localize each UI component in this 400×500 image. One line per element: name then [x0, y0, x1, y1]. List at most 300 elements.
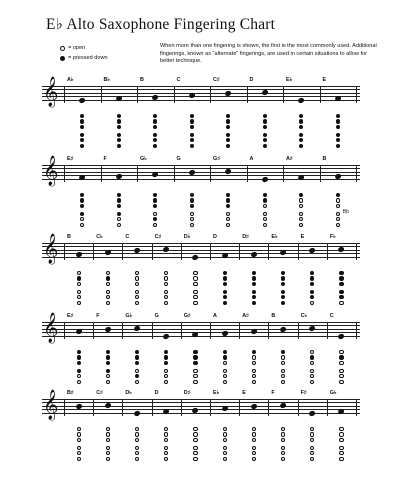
fingering-diagram: [77, 271, 81, 305]
open-key-icon: [339, 301, 343, 305]
note-name-label: G♭: [140, 156, 147, 162]
pressed-key-icon: [281, 282, 285, 286]
note-name-label: C: [125, 234, 130, 240]
pressed-key-icon: [117, 193, 121, 197]
open-key-icon: [106, 457, 110, 461]
staff-line: [42, 175, 360, 176]
side-key-label: Bb: [342, 209, 349, 215]
pressed-key-icon: [252, 301, 256, 305]
open-key-icon: [135, 271, 139, 275]
pressed-key-icon: [190, 119, 194, 123]
open-key-icon: [135, 451, 139, 455]
open-key-icon: [135, 369, 139, 373]
chart-section: [42, 390, 360, 477]
staff-line: [42, 165, 360, 166]
open-key-icon: [193, 301, 197, 305]
intro-text: When more than one fingering is shown, the first is the most commonly used. Additional fingerings, known as "alternate" fingerings, are used in certain situations to allow for better technique.: [160, 43, 377, 65]
pressed-key-icon: [281, 295, 285, 299]
barline: [239, 243, 240, 260]
pressed-key-icon: [80, 138, 84, 142]
pressed-key-icon: [299, 125, 303, 129]
pressed-key-icon: [310, 290, 314, 294]
note-name-label: F♯: [300, 390, 307, 396]
note-name-label: E♯: [67, 156, 74, 162]
open-key-icon: [164, 290, 168, 294]
page-title: E♭ Alto Saxophone Fingering Chart: [46, 16, 276, 33]
pressed-key-icon: [80, 204, 84, 208]
pressed-key-icon: [193, 355, 197, 359]
fingering-diagram: [252, 350, 256, 384]
barline: [327, 322, 328, 339]
open-key-icon: [77, 282, 81, 286]
pressed-key-icon: [117, 119, 121, 123]
fingering-diagram: [263, 114, 267, 148]
pressed-key-icon: [310, 282, 314, 286]
open-key-icon: [339, 451, 343, 455]
treble-clef-icon: 𝄞: [43, 313, 59, 343]
fingering-diagram: [226, 114, 230, 148]
pressed-key-icon: [193, 350, 197, 354]
pressed-key-icon: [226, 204, 230, 208]
open-key-icon: [339, 369, 343, 373]
pressed-key-icon: [117, 212, 121, 216]
pressed-key-icon: [339, 282, 343, 286]
open-key-icon: [164, 438, 168, 442]
note-name-label: D♭: [125, 390, 132, 396]
pressed-key-icon: [153, 193, 157, 197]
open-key-icon: [310, 380, 314, 384]
staff-line: [42, 100, 360, 101]
open-key-icon: [339, 446, 343, 450]
pressed-key-icon: [77, 369, 81, 373]
fingering-diagram: [226, 193, 230, 227]
pressed-key-icon: [226, 198, 230, 202]
open-key-icon: [80, 217, 84, 221]
staff: [42, 234, 360, 271]
open-key-icon: [252, 446, 256, 450]
fingering-diagram: [164, 350, 168, 384]
pressed-key-icon: [190, 204, 194, 208]
pressed-key-icon: [226, 193, 230, 197]
open-key-icon: [339, 432, 343, 436]
note-name-label: F♭: [329, 234, 336, 240]
pressed-key-icon: [299, 119, 303, 123]
pressed-key-icon: [263, 125, 267, 129]
note-name-label: E♯: [67, 313, 74, 319]
open-key-icon: [135, 290, 139, 294]
note-name-label: E: [242, 390, 246, 396]
pressed-key-icon: [223, 350, 227, 354]
treble-clef-icon: 𝄞: [43, 77, 59, 107]
staff-line: [42, 86, 360, 87]
pressed-key-icon: [223, 276, 227, 280]
open-key-icon: [164, 271, 168, 275]
pressed-key-icon: [252, 290, 256, 294]
note-name-label: E: [300, 234, 305, 240]
open-key-icon: [281, 457, 285, 461]
note-head: [75, 328, 82, 334]
pressed-key-icon: [339, 271, 343, 275]
pressed-key-icon: [164, 350, 168, 354]
note-name-label: G♭: [125, 313, 133, 319]
legend-pressed-row: [60, 53, 108, 63]
open-key-icon: [252, 369, 256, 373]
open-key-icon: [193, 427, 197, 431]
staff-line: [42, 399, 360, 400]
pressed-key-icon: [153, 133, 157, 137]
note-name-label: F: [96, 313, 100, 319]
barline: [327, 399, 328, 416]
fingering-diagram: [153, 193, 157, 227]
open-key-icon: [77, 295, 81, 299]
open-key-icon: [263, 217, 267, 221]
pressed-key-icon: [299, 144, 303, 148]
note-name-label: A♭: [67, 77, 74, 83]
note-head: [250, 328, 257, 334]
pressed-key-icon: [190, 125, 194, 129]
barline: [283, 86, 284, 103]
barline: [64, 322, 65, 339]
treble-clef-icon: 𝄞: [43, 390, 59, 420]
barline: [64, 86, 65, 103]
open-key-icon: [299, 223, 303, 227]
open-key-icon: [60, 46, 65, 51]
open-key-icon: [336, 217, 340, 221]
open-key-icon: [164, 446, 168, 450]
open-key-icon: [252, 457, 256, 461]
note-head: [221, 405, 228, 411]
note-name-label: G♯: [213, 156, 220, 162]
note-head: [279, 402, 286, 408]
open-key-icon: [336, 204, 340, 208]
pressed-key-icon: [80, 193, 84, 197]
open-key-icon: [310, 451, 314, 455]
pressed-key-icon: [252, 295, 256, 299]
note-head: [79, 174, 86, 180]
open-key-icon: [135, 432, 139, 436]
open-key-icon: [193, 432, 197, 436]
note-head: [334, 95, 341, 101]
note-name-label: D: [154, 390, 159, 396]
open-key-icon: [281, 369, 285, 373]
staff-line: [42, 402, 360, 403]
open-key-icon: [226, 217, 230, 221]
fingering-diagram: [106, 271, 110, 305]
open-key-icon: [164, 432, 168, 436]
open-key-icon: [336, 223, 340, 227]
fingering-diagram: [135, 427, 139, 461]
open-key-icon: [339, 457, 343, 461]
barline: [93, 243, 94, 260]
staff-line: [42, 179, 360, 180]
open-key-icon: [164, 380, 168, 384]
pressed-key-icon: [106, 369, 110, 373]
open-key-icon: [339, 361, 343, 365]
pressed-key-icon: [310, 271, 314, 275]
open-key-icon: [106, 374, 110, 378]
open-key-icon: [106, 432, 110, 436]
pressed-key-icon: [117, 204, 121, 208]
open-key-icon: [310, 446, 314, 450]
pressed-key-icon: [336, 114, 340, 118]
barline: [137, 165, 138, 182]
pressed-key-icon: [190, 133, 194, 137]
note-name-label: A♯: [286, 156, 293, 162]
fingering-diagram: [164, 271, 168, 305]
open-key-icon: [223, 427, 227, 431]
fingering-diagram: [117, 114, 121, 148]
open-key-icon: [252, 361, 256, 365]
barline: [137, 86, 138, 103]
open-key-icon: [77, 290, 81, 294]
fingering-diagram: [135, 350, 139, 384]
fingering-diagram: [106, 350, 110, 384]
open-key-icon: [263, 204, 267, 208]
barline: [64, 165, 65, 182]
barline: [320, 165, 321, 182]
open-key-icon: [153, 223, 157, 227]
open-key-icon: [281, 380, 285, 384]
note-name-label: F: [103, 156, 107, 162]
pressed-key-icon: [336, 193, 340, 197]
pressed-key-icon: [153, 119, 157, 123]
open-key-icon: [281, 361, 285, 365]
open-key-icon: [106, 446, 110, 450]
open-key-icon: [193, 457, 197, 461]
open-key-icon: [193, 282, 197, 286]
pressed-key-icon: [106, 276, 110, 280]
note-name-label: F: [271, 390, 275, 396]
open-key-icon: [310, 361, 314, 365]
pressed-key-icon: [226, 144, 230, 148]
pressed-key-icon: [223, 301, 227, 305]
pressed-key-icon: [299, 193, 303, 197]
open-key-icon: [77, 451, 81, 455]
open-key-icon: [77, 380, 81, 384]
barline: [320, 86, 321, 103]
barline: [268, 399, 269, 416]
open-key-icon: [193, 451, 197, 455]
pressed-key-icon: [336, 133, 340, 137]
note-name-label: B: [271, 313, 276, 319]
pressed-key-icon: [226, 114, 230, 118]
open-key-icon: [164, 427, 168, 431]
staff-line: [42, 406, 360, 407]
open-key-icon: [106, 290, 110, 294]
pressed-key-icon: [299, 138, 303, 142]
pressed-key-icon: [117, 114, 121, 118]
open-key-icon: [153, 212, 157, 216]
treble-clef-icon: 𝄞: [43, 156, 59, 186]
note-head: [133, 325, 140, 331]
barline: [122, 243, 123, 260]
barline: [239, 322, 240, 339]
pressed-key-icon: [135, 361, 139, 365]
note-name-label: A: [213, 313, 217, 319]
open-key-icon: [135, 446, 139, 450]
open-key-icon: [223, 369, 227, 373]
barline: [181, 243, 182, 260]
open-key-icon: [310, 301, 314, 305]
pressed-key-icon: [223, 271, 227, 275]
note-head: [188, 92, 195, 98]
pressed-key-icon: [77, 355, 81, 359]
open-key-icon: [77, 427, 81, 431]
fingering-diagram: [80, 193, 84, 227]
chart-section: [42, 234, 360, 321]
open-key-icon: [106, 451, 110, 455]
open-key-icon: [336, 198, 340, 202]
note-name-label: D♯: [242, 234, 249, 240]
fingering-diagram: [299, 114, 303, 148]
open-key-icon: [193, 295, 197, 299]
open-key-icon: [193, 380, 197, 384]
pressed-key-icon: [281, 301, 285, 305]
note-head: [279, 249, 286, 255]
open-key-icon: [190, 223, 194, 227]
open-key-icon: [135, 427, 139, 431]
note-head: [163, 333, 170, 339]
note-name-label: B: [67, 234, 71, 240]
fingering-diagram: [223, 271, 227, 305]
pressed-key-icon: [77, 361, 81, 365]
pressed-key-icon: [60, 56, 65, 61]
note-name-label: B: [140, 77, 144, 83]
note-head: [133, 410, 140, 416]
open-key-icon: [106, 282, 110, 286]
fingering-diagram: [252, 271, 256, 305]
pressed-key-icon: [117, 133, 121, 137]
pressed-key-icon: [80, 125, 84, 129]
fingering-diagram: [135, 271, 139, 305]
note-name-label: D: [249, 77, 254, 83]
note-head: [309, 410, 316, 416]
note-head: [298, 97, 305, 103]
pressed-key-icon: [190, 144, 194, 148]
pressed-key-icon: [223, 295, 227, 299]
barline: [93, 322, 94, 339]
open-key-icon: [106, 295, 110, 299]
barline: [64, 399, 65, 416]
note-head: [298, 174, 305, 180]
note-name-label: D♯: [183, 390, 191, 396]
pressed-key-icon: [310, 355, 314, 359]
pressed-key-icon: [193, 361, 197, 365]
open-key-icon: [164, 282, 168, 286]
barline: [122, 399, 123, 416]
staff-line: [42, 89, 360, 90]
pressed-key-icon: [339, 295, 343, 299]
open-key-icon: [193, 438, 197, 442]
note-head: [115, 95, 122, 101]
barline: [210, 322, 211, 339]
open-key-icon: [226, 212, 230, 216]
pressed-key-icon: [339, 355, 343, 359]
fingering-diagram: [153, 114, 157, 148]
legend-open-label: = open: [68, 45, 86, 51]
staff-line: [42, 96, 360, 97]
note-name-label: G♯: [183, 313, 191, 319]
note-name-label: E♭: [286, 77, 293, 83]
barline: [356, 243, 357, 260]
pressed-key-icon: [135, 350, 139, 354]
staff-line: [42, 93, 360, 94]
open-key-icon: [252, 438, 256, 442]
open-key-icon: [263, 212, 267, 216]
open-key-icon: [263, 223, 267, 227]
open-key-icon: [223, 438, 227, 442]
open-key-icon: [223, 451, 227, 455]
note-name-label: A♯: [242, 313, 249, 319]
open-key-icon: [281, 355, 285, 359]
open-key-icon: [281, 374, 285, 378]
fingering-diagram: [281, 350, 285, 384]
barline: [101, 86, 102, 103]
barline: [298, 243, 299, 260]
open-key-icon: [299, 212, 303, 216]
pressed-key-icon: [263, 133, 267, 137]
open-key-icon: [339, 427, 343, 431]
staff: [42, 77, 360, 114]
legend-open-row: [60, 43, 108, 53]
note-name-label: E♭: [271, 234, 278, 240]
open-key-icon: [252, 427, 256, 431]
note-name-label: A: [249, 156, 254, 162]
open-key-icon: [135, 438, 139, 442]
open-key-icon: [135, 457, 139, 461]
open-key-icon: [135, 301, 139, 305]
pressed-key-icon: [80, 212, 84, 216]
pressed-key-icon: [336, 125, 340, 129]
open-key-icon: [193, 374, 197, 378]
note-name-label: G: [176, 156, 181, 162]
pressed-key-icon: [226, 133, 230, 137]
note-name-label: C: [329, 313, 334, 319]
pressed-key-icon: [106, 361, 110, 365]
pressed-key-icon: [263, 119, 267, 123]
fingering-diagram: [310, 350, 314, 384]
open-key-icon: [281, 427, 285, 431]
fingering-diagram: [223, 427, 227, 461]
pressed-key-icon: [153, 144, 157, 148]
open-key-icon: [252, 432, 256, 436]
pressed-key-icon: [80, 119, 84, 123]
fingering-diagram: [106, 427, 110, 461]
barline: [152, 243, 153, 260]
open-key-icon: [164, 451, 168, 455]
note-name-label: C♭: [96, 234, 103, 240]
note-head: [192, 254, 199, 260]
open-key-icon: [117, 223, 121, 227]
barline: [181, 322, 182, 339]
open-key-icon: [190, 217, 194, 221]
open-key-icon: [80, 223, 84, 227]
fingering-diagram: [263, 193, 267, 227]
open-key-icon: [193, 290, 197, 294]
barline: [356, 399, 357, 416]
pressed-key-icon: [117, 198, 121, 202]
open-key-icon: [135, 276, 139, 280]
staff-line: [42, 243, 360, 244]
open-key-icon: [299, 198, 303, 202]
staff: [42, 156, 360, 193]
staff-line: [42, 168, 360, 169]
open-key-icon: [77, 438, 81, 442]
barline: [181, 399, 182, 416]
pressed-key-icon: [281, 350, 285, 354]
legend: [60, 43, 108, 63]
fingering-diagram: [164, 427, 168, 461]
